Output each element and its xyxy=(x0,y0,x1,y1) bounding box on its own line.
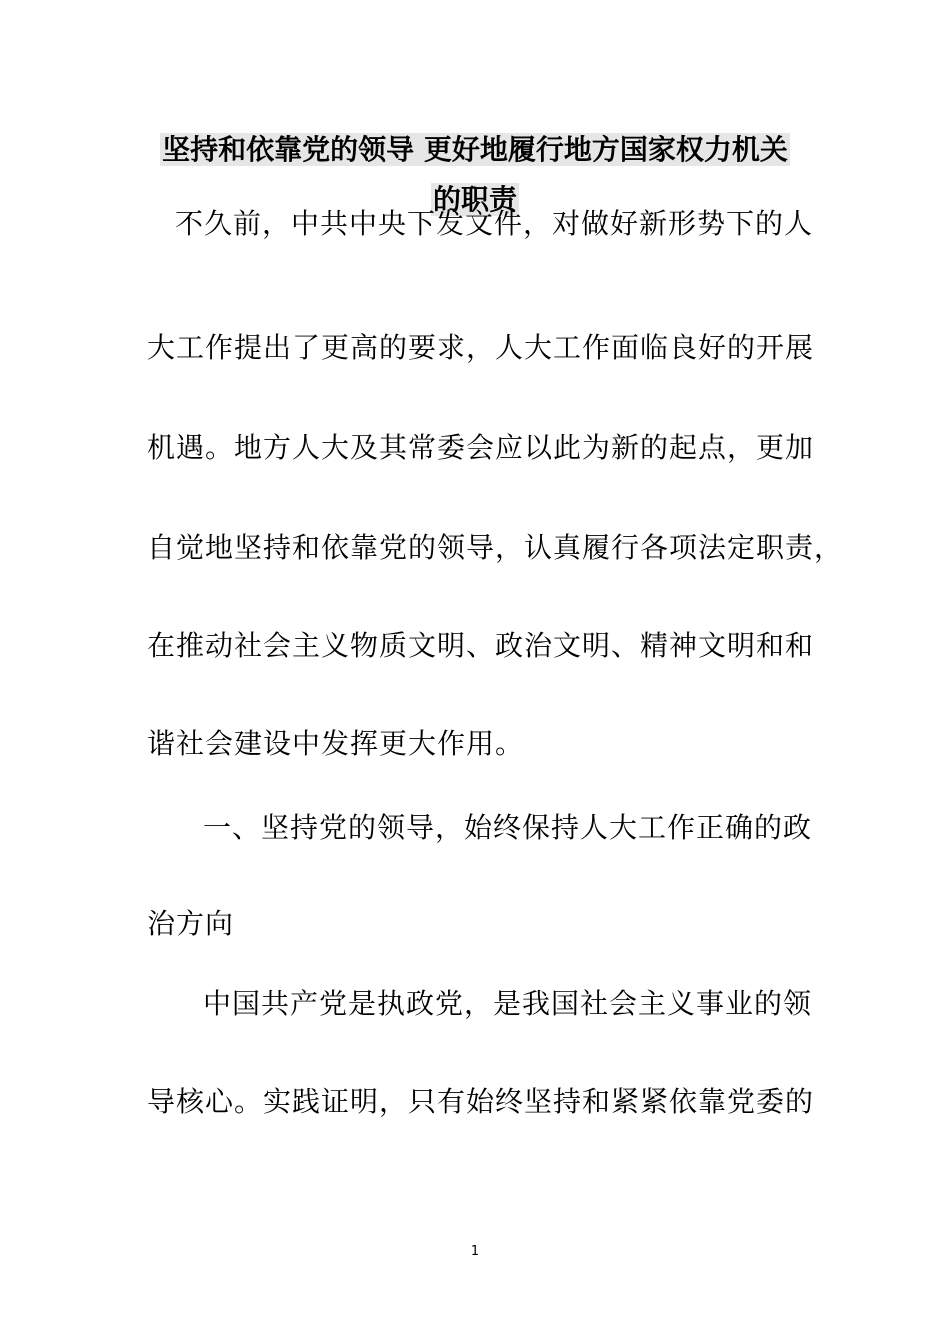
body-line-1: 不久前，中共中央下发文件，对做好新形势下的人 xyxy=(175,207,814,240)
body-line-6: 谐社会建设中发挥更大作用。 xyxy=(147,727,525,760)
body-line-4: 自觉地坚持和依靠党的领导，认真履行各项法定职责， xyxy=(147,531,844,564)
body-line-2: 大工作提出了更高的要求，人大工作面临良好的开展 xyxy=(147,331,815,364)
document-title-line-1: 坚持和依靠党的领导 更好地履行地方国家权力机关 xyxy=(162,133,788,166)
body-line-8: 导核心。实践证明，只有始终坚持和紧紧依靠党委的 xyxy=(147,1085,815,1118)
body-line-3: 机遇。地方人大及其常委会应以此为新的起点，更加 xyxy=(147,431,815,464)
body-line-5: 在推动社会主义物质文明、政治文明、精神文明和和 xyxy=(147,629,815,662)
body-line-7: 中国共产党是执政党，是我国社会主义事业的领 xyxy=(203,987,813,1020)
section-heading-line-1: 一、坚持党的领导，始终保持人大工作正确的政 xyxy=(203,811,813,844)
page-number: 1 xyxy=(470,1244,480,1259)
section-heading-line-2: 治方向 xyxy=(147,907,235,940)
document-title-line-2: 的职责 xyxy=(432,183,517,216)
